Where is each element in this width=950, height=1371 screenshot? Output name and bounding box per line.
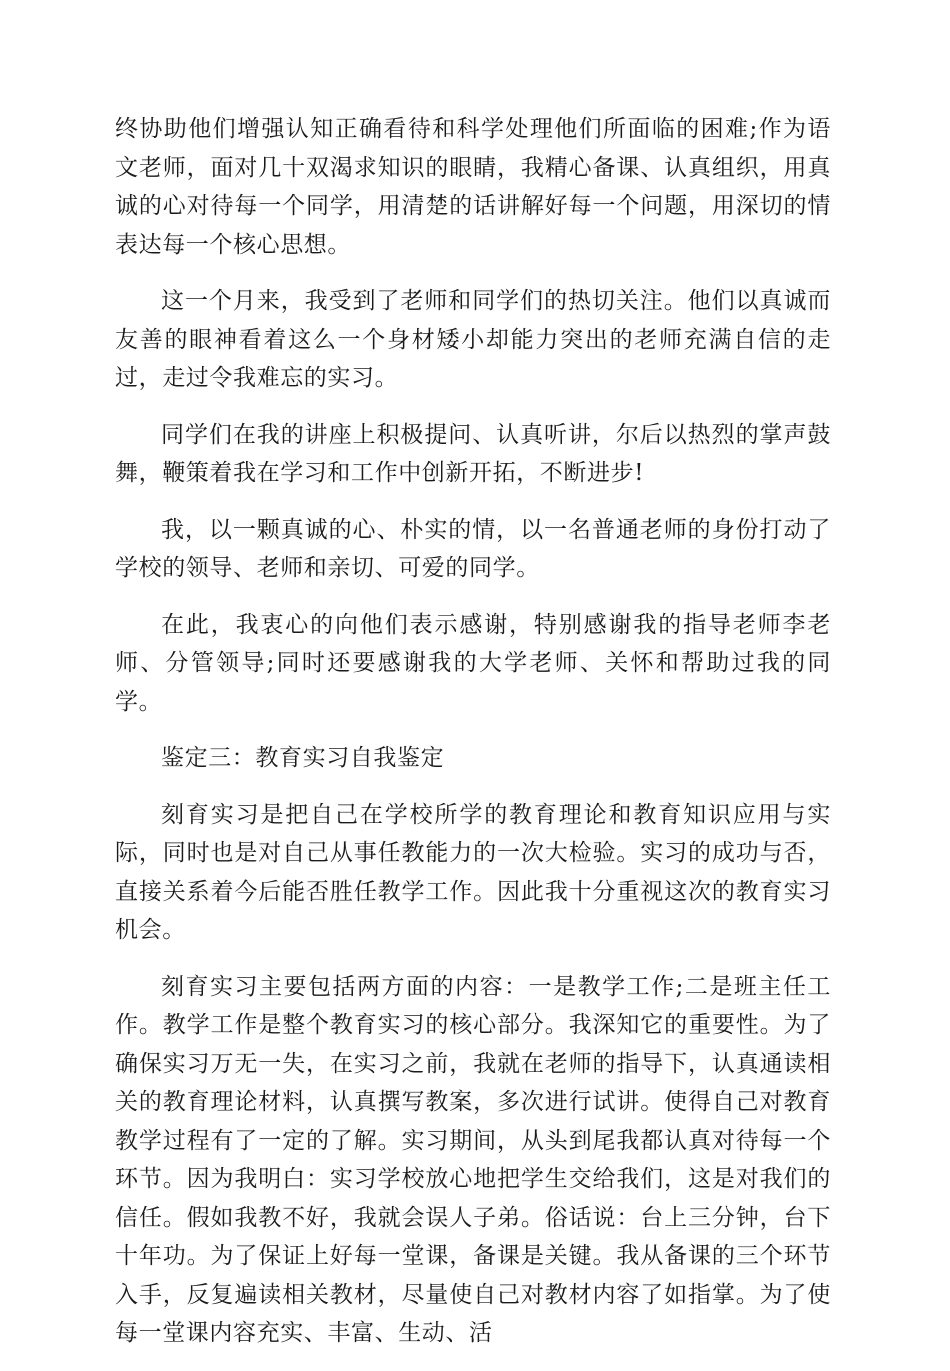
paragraph-continuation: 终协助他们增强认知正确看待和科学处理他们所面临的困难;作为语文老师，面对几十双渴求知识的眼睛，我精心备课、认真组织，用真诚的心对待每一个同学，用清楚的话讲解好每一个问题，用深切的情表达每一个核心思想。: [115, 116, 831, 258]
paragraph: 刻育实习主要包括两方面的内容：一是教学工作;二是班主任工作。教学工作是整个教育实习的核心部分。我深知它的重要性。为了确保实习万无一失，在实习之前，我就在老师的指导下，认真通读相关的教育理论材料，认真撰写教案，多次进行试讲。使得自己对教育教学过程有了一定的了解。实习期间，从头到尾我都认真对待每一个环节。因为我明白：实习学校放心地把学生交给我们，这是对我们的信任。假如我教不好，我就会误人子弟。俗话说：台上三分钟，台下十年功。为了保证上好每一堂课，备课是关键。我从备课的三个环节入手，反复遍读相关教材，尽量使自己对教材内容了如指掌。为了使每一堂课内容充实、丰富、生动、活: [115, 973, 831, 1346]
paragraph: 这一个月来，我受到了老师和同学们的热切关注。他们以真诚而友善的眼神看着这么一个身材矮小却能力突出的老师充满自信的走过，走过令我难忘的实习。: [115, 288, 831, 391]
paragraph: 刻育实习是把自己在学校所学的教育理论和教育知识应用与实际，同时也是对自己从事任教能力的一次大检验。实习的成功与否，直接关系着今后能否胜任教学工作。因此我十分重视这次的教育实习机会。: [115, 801, 831, 943]
paragraph: 同学们在我的讲座上积极提问、认真听讲，尔后以热烈的掌声鼓舞，鞭策着我在学习和工作中创新开拓，不断进步!: [115, 421, 831, 486]
section-heading: 鉴定三：教育实习自我鉴定: [161, 745, 445, 771]
paragraph: 我，以一颗真诚的心、朴实的情，以一名普通老师的身份打动了学校的领导、老师和亲切、可爱的同学。: [115, 516, 831, 581]
paragraph: 在此，我衷心的向他们表示感谢，特别感谢我的指导老师李老师、分管领导;同时还要感谢我的大学老师、关怀和帮助过我的同学。: [115, 611, 831, 715]
document-body: [115, 110, 831, 1371]
